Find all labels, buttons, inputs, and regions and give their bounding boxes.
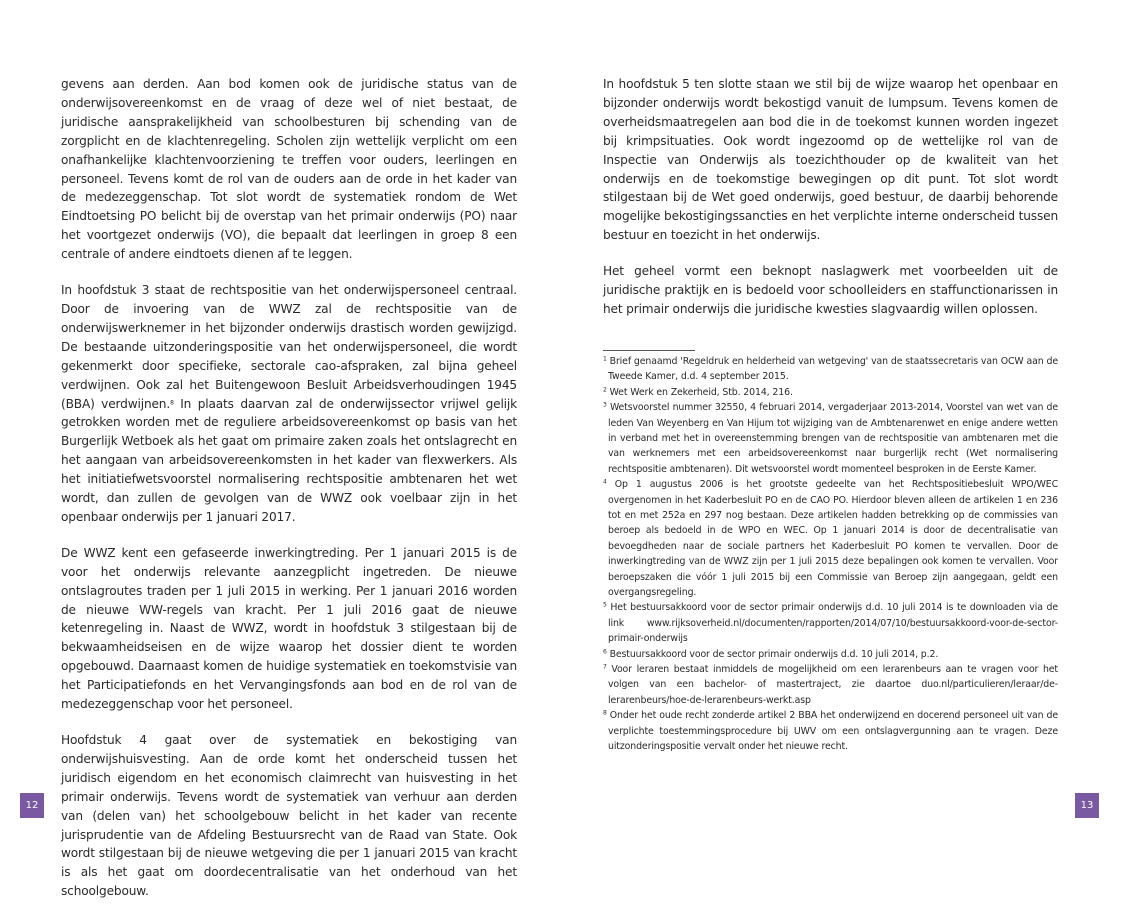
footnote-3: $^3$ Wetsvoorstel nummer 32550, 4 februari 2014, vergaderjaar 2013-2014, Voorstel van wet van de leden Van Weyenberg en Van Hijum tot wijziging van de Ambtenarenwet en enige andere wetten in verband met het in overeenstemming brengen van de rechtspositie van ambtenaren met die van werknemers met een arbeidsovereenkomst naar burgerlijk recht (Wet normalisering rechtspositie ambtenaren). Dit wetsvoorstel wordt momenteel besproken in de Eerste Kamer.: [603, 401, 1058, 475]
paragraph-chapter-4: Hoofdstuk 4 gaat over de systematiek en bekostiging van onderwijshuisvesting. Aan de orde komt het onderscheid tussen het juridisch eigendom en het economisch claimrecht van huisvesting in het primair onderwijs. Tevens wordt de systematiek van verhuur aan derden van (delen van) het schoolgebouw belicht in het kader van recente jurisprudentie van de Afdeling Bestuursrecht van de Raad van State. Ook wordt stilgestaan bij de nieuwe wetgeving die per 1 januari 2015 van kracht is als het gaat om doordecentralisatie van het onderhoud van het schoolgebouw.: [61, 733, 517, 899]
paragraph-chapter-3-part-2: In plaats daarvan zal de onderwijssector vrijwel gelijk getrokken worden met de reguliere arbeidsovereenkomst op basis van het Burgerlijk Wetboek als het gaat om primaire zaken zoals het ontslagrecht en het aangaan van arbeidsovereenkomsten in het kader van flexwerkers. Als het initiatiefwetsvoorstel normalisering rechtspositie ambtenaren het wet wordt, dan zullen de gevolgen van de WWZ ook voelbaar zijn in het openbaar onderwijs per 1 januari 2017.: [61, 396, 517, 524]
footnote-ref-8: 8: [170, 399, 174, 406]
footnote-2: $^2$ Wet Werk en Zekerheid, Stb. 2014, 216.: [603, 386, 793, 398]
footnote-1: $^1$ Brief genaamd 'Regeldruk en helderheid van wetgeving' van de staatssecretaris van OCW aan de Tweede Kamer, d.d. 4 september 2015.: [603, 355, 1058, 383]
footnote-5: $^5$ Het bestuursakkoord voor de sector primair onderwijs d.d. 10 juli 2014 is te downloaden via de link www.rijksoverheid.nl/documenten/rapporten/2014/07/10/bestuursakkoord-voor-de-sector-primair-onderwijs: [603, 601, 1058, 645]
paragraph-chapter-5: In hoofdstuk 5 ten slotte staan we stil bij de wijze waarop het openbaar en bijzonder onderwijs wordt bekostigd vanuit de lumpsum. Tevens komen de overheidsmaatregelen aan bod die in de toekomst kunnen worden ingezet bij krimpsituaties. Ook wordt ingezoomd op de wettelijke rol van de Inspectie van Onderwijs als toezichthouder op de kwaliteit van het onderwijs en de toekomstige bewegingen op dit punt. Tot slot wordt stilgestaan bij de Wet goed onderwijs, goed bestuur, de daarbij behorende mogelijke bekostigingssancties en het verplichte interne onderscheid tussen bestuur en toezicht in het onderwijs.: [603, 77, 1058, 243]
page-number-left: 12: [20, 793, 44, 818]
footnotes: [603, 354, 1058, 755]
footnote-6: $^6$ Bestuursakkoord voor de sector primair onderwijs d.d. 10 juli 2014, p.2.: [603, 648, 939, 660]
footnote-8: $^8$ Onder het oude recht zonderde artikel 2 BBA het onderwijzend en docerend personeel uit van de verplichte toestemmingsprocedure bij UWV om een ontslagvergunning aan te vragen. Deze uitzonderingspositie vervalt onder het nieuwe recht.: [603, 709, 1058, 753]
left-page: [0, 0, 562, 899]
paragraph-intro-continued: gevens aan derden. Aan bod komen ook de juridische status van de onderwijsovereenkomst en de vraag of deze wel of niet bestaat, de juridische aansprakelijkheid van schoolbesturen bij schending van de zorgplicht en de klachtenregeling. Scholen zijn wettelijk verplicht om een onafhankelijke klachtenvoorziening te treffen voor ouders, leerlingen en personeel. Tevens komt de rol van de ouders aan de orde in het kader van de medezeggenschap. Tot slot wordt de systematiek rondom de Wet Eindtoetsing PO belicht bij de overstap van het primair onderwijs (PO) naar het voortgezet onderwijs (VO), die bepaalt dat leerlingen in groep 8 een centrale of andere eindtoets dienen af te leggen.: [61, 77, 517, 262]
paragraph-chapter-3-part-1: In hoofdstuk 3 staat de rechtspositie van het onderwijspersoneel centraal. Door de invoering van de WWZ zal de rechtspositie van de onderwijswerknemer in het bijzonder onderwijs drastisch worden gewijzigd. De bestaande uitzonderingspositie van het onderwijspersoneel, die wordt gekenmerkt door specifieke, sectorale cao-afspraken, zal bijna geheel verdwijnen. Ook zal het Buitengewoon Besluit Arbeidsverhoudingen 1945 (BBA) verdwijnen.: [61, 283, 517, 411]
footnote-divider: [603, 350, 695, 351]
footnote-7: $^7$ Voor leraren bestaat inmiddels de mogelijkheid om een lerarenbeurs aan te vragen voor het volgen van een bachelor- of mastertraject, zie daartoe duo.nl/particulieren/leraar/de-lerarenbeurs/hoe-de-lerarenbeurs-werkt.asp: [603, 663, 1058, 706]
paragraph-summary: Het geheel vormt een beknopt naslagwerk met voorbeelden uit de juridische praktijk en is bedoeld voor schoolleiders en staffunctionarissen in het primair onderwijs die juridische kwesties slagvaardig willen oplossen.: [603, 264, 1058, 316]
footnote-4: $^4$ Op 1 augustus 2006 is het grootste gedeelte van het Rechtspositiebesluit WPO/WEC overgenomen in het Kaderbesluit PO en de CAO PO. Hierdoor bleven alleen de artikelen 1 en 236 tot en met 252a en 297 nog bestaan. Deze artikelen hadden betrekking op de commissies van beroep als bedoeld in de WPO en WEC. Op 1 januari 2014 is door de decentralisatie van bevoegdheden naar de sociale partners het Kaderbesluit PO komen te vervallen. Door de inwerkingtreding van de WWZ zijn per 1 juli 2015 deze bepalingen ook komen te vervallen. Voor beroepszaken die vóór 1 juli 2015 bij een Commissie van Beroep zijn aangegaan, geldt een overgangsregeling.: [603, 478, 1058, 598]
left-text-column: [61, 75, 517, 918]
page-number-right: 13: [1075, 793, 1099, 818]
paragraph-wwz: De WWZ kent een gefaseerde inwerkingtreding. Per 1 januari 2015 is de voor het onderwijs relevante aanzegplicht ingetreden. De nieuwe ontslagroutes traden per 1 juli 2015 in werking. Per 1 januari 2016 worden de nieuwe WW-regels van kracht. Per 1 juli 2016 gaat de nieuwe ketenregeling in. Naast de WWZ, wordt in hoofdstuk 3 stilgestaan bij de bekwaamheidseisen en de wijze waarop het dossier dient te worden opgebouwd. Daarnaast komen de huidige systematiek en toekomstvisie van het Participatiefonds en het Vervangingsfonds aan bod en de rol van de medezeggenschap voor het personeel.: [61, 545, 517, 712]
paragraph-chapter-3: [61, 281, 517, 527]
right-page: [563, 0, 1125, 833]
right-text-column: [603, 75, 1058, 754]
